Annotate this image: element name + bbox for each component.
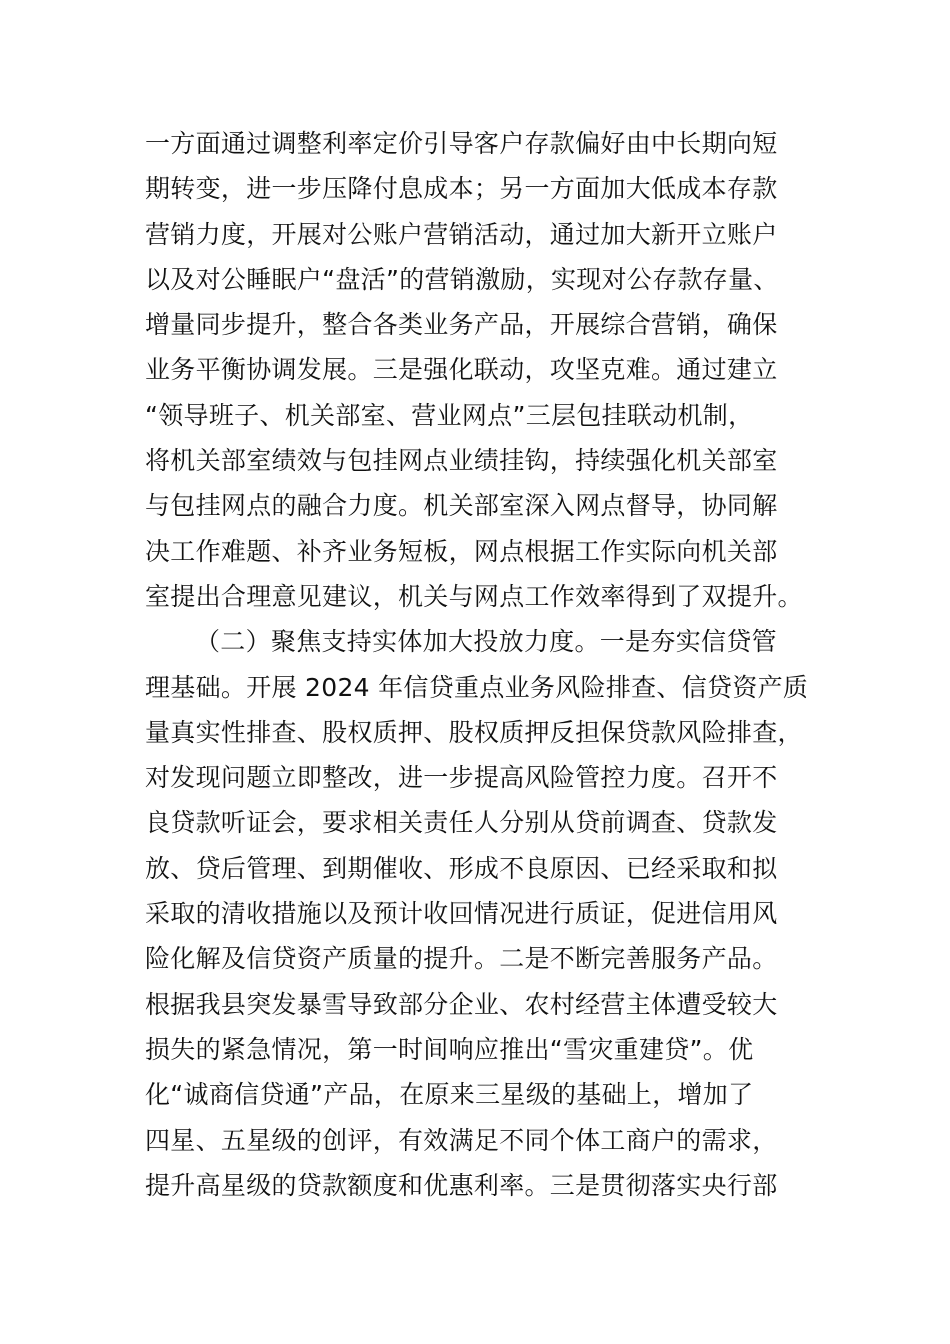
text-line: 量真实性排查、股权质押、股权质押反担保贷款风险排查， [145, 717, 803, 747]
body-text [145, 121, 815, 1208]
text-line: 将机关部室绩效与包挂网点业绩挂钩，持续强化机关部室 [145, 446, 778, 476]
text-line: 一方面通过调整利率定价引导客户存款偏好由中长期向短 [145, 129, 778, 158]
text-line: 采取的清收措施以及预计收回情况进行质证，促进信用风 [145, 899, 778, 929]
section-heading-line: （二）聚焦支持实体加大投放力度。一是夯实信贷管 [195, 627, 777, 657]
text-line: 良贷款听证会，要求相关责任人分别从贷前调查、贷款发 [145, 808, 778, 838]
text-line: 四星、五星级的创评，有效满足不同个体工商户的需求， [145, 1125, 778, 1155]
text-line: 化“诚商信贷通”产品，在原来三星级的基础上，增加了 [145, 1080, 754, 1110]
text-line: 根据我县突发暴雪导致部分企业、农村经营主体遭受较大 [145, 989, 778, 1019]
text-line: 损失的紧急情况，第一时间响应推出“雪灾重建贷”。优 [145, 1034, 754, 1064]
text-line: 室提出合理意见建议，机关与网点工作效率得到了双提升。 [145, 581, 803, 611]
text-line: 以及对公睡眠户“盘活”的营销激励，实现对公存款存量、 [145, 264, 779, 294]
text-line: 放、贷后管理、到期催收、形成不良原因、已经采取和拟 [145, 853, 778, 883]
text-line: 期转变，进一步压降付息成本；另一方面加大低成本存款 [145, 174, 778, 204]
text-line: 增量同步提升，整合各类业务产品，开展综合营销，确保 [145, 310, 778, 340]
text-line: 决工作难题、补齐业务短板，网点根据工作实际向机关部 [145, 536, 778, 566]
text-line: 对发现问题立即整改，进一步提高风险管控力度。召开不 [145, 763, 778, 793]
text-line: 业务平衡协调发展。三是强化联动，攻坚克难。通过建立 [145, 355, 778, 385]
text-line: 险化解及信贷资产质量的提升。二是不断完善服务产品。 [145, 944, 778, 974]
text-line: 理基础。开展 2024 年信贷重点业务风险排查、信贷资产质 [145, 672, 809, 702]
text-line: “领导班子、机关部室、营业网点”三层包挂联动机制， [145, 400, 754, 430]
text-line: 营销力度，开展对公账户营销活动，通过加大新开立账户 [145, 219, 778, 249]
text-line: 提升高星级的贷款额度和优惠利率。三是贯彻落实央行部 [145, 1170, 778, 1200]
text-line: 与包挂网点的融合力度。机关部室深入网点督导，协同解 [145, 491, 778, 521]
